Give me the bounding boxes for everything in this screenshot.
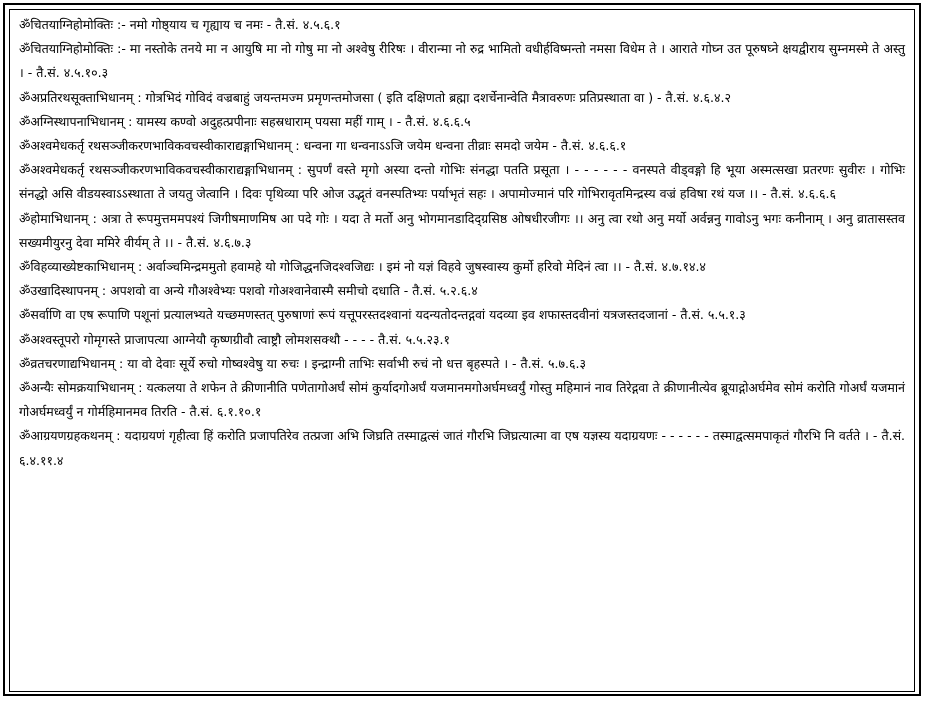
document-text [19,13,905,473]
text-entry: ॐविहव्याख्येष्टकाभिधानम् : अर्वाञ्चमिन्द्रममुतो हवामहे यो गोजिद्धनजिदश्वजिद्यः । इमं नो यज्ञं विहवे जुषस्वास्य कुर्मो हरिवो मेदिनं त्वा ।। - तै.सं. ४.७.१४.४ [19,259,706,275]
text-entry: ॐअग्निस्थापनाभिधानम् : यामस्य कण्वो अदुहत्प्रपीनाः सहस्रधाराम् पयसा महीं गाम् । - तै.सं. ४.६.६.५ [19,113,471,129]
text-entry: ॐहोमाभिधानम् : अत्रा ते रूपमुत्तममपश्यं जिगीषमाणमिष आ पदे गोः । यदा ते मर्तो अनु भोगमानडादिद्ग्रसिष्ठ ओषधीरजीगः ।। अनु त्वा रथो अनु मर्यो अर्वन्ननु गावोऽनु भगः कनीनाम् । अनु व्रातासस्तव सख्यमीयुरनु देवा ममिरे वीर्यम् ते ।। - तै.सं. ४.६.७.३ [19,210,905,250]
text-entry: ॐअश्वमेधकर्तृ रथसञ्जीकरणभाविकवचस्वीकाराद्यङ्गाभिधानम् : सुपर्णं वस्ते मृगो अस्या दन्तो गोभिः संनद्धा पतति प्रसूता । - - - - - - वनस्पते वीड्वङ्गो हि भूया अस्मत्सखा प्रतरणः सुवीरः । गोभिः संनद्धो असि वीडयस्वाऽऽस्थाता ते जयतु जेत्वानि । दिवः पृथिव्या परि ओज उद्भृतं वनस्पतिभ्यः पर्याभृतं सहः । अपामोज्मानं परि गोभिरावृतमिन्द्रस्य वज्रं हविषा रथं यज ।। - तै.सं. ४.६.६.६ [19,162,905,202]
text-entry: ॐअश्वस्तूपरो गोमृगस्ते प्राजापत्या आग्नेयौ कृष्णग्रीवौ त्वाष्ट्रौ लोमशसक्थौ - - - - तै.सं. ५.५.२३.१ [19,331,451,347]
text-entry: ॐअन्यैः सोमक्रयाभिधानम् : यत्कलया ते शफेन ते क्रीणानीति पणेतागोअर्घं सोमं कुर्यादगोअर्घं यजमानमगोअर्घमध्वर्युं गोस्तु महिमानं नाव तिरेद्गवा ते क्रीणानीत्येव ब्रूयाद्गोअर्घमेव सोमं करोति गोअर्घं यजमानं गोअर्घमध्वर्युं न गोर्महिमानमव तिरति - तै.सं. ६.१.१०.१ [19,380,905,420]
text-entry: ॐसर्वाणि वा एष रूपाणि पशूनां प्रत्यालभ्यते यच्छमणस्तत् पुरुषाणां रूपं यत्तूपरस्तदश्वानां यदन्यतोदन्तद्गवां यदव्या इव शफास्तदवीनां यत्रजस्तदजानां - तै.सं. ५.५.१.३ [19,307,746,323]
text-entry: ॐचितयाग्निहोमोक्तिः :- नमो गोष्ठ्याय च गृह्याय च नमः - तै.सं. ४.५.६.१ [19,17,341,32]
document-text-box [9,9,915,692]
text-entry: ॐअप्रतिरथसूक्ताभिधानम् : गोत्रभिदं गोविदं वज्रबाहुं जयन्तमज्म प्रमृणन्तमोजसा ( इति दक्षिणतो ब्रह्मा दशर्चेनान्वेति मैत्रावरुणः प्रतिप्रस्थाता वा ) - तै.सं. ४.६.४.२ [19,89,731,105]
text-entry: ॐअश्वमेधकर्तृ रथसञ्जीकरणभाविकवचस्वीकाराद्यङ्गाभिधानम् : धन्वना गा धन्वनाऽऽजि जयेम धन्वना तीव्राः समदो जयेम - तै.सं. ४.६.६.१ [19,138,627,154]
text-entry: ॐआग्रयणग्रहकथनम् : यदाग्रयणं गृहीत्वा हिं करोति प्रजापतिरेव तत्प्रजा अभि जिघ्रति तस्माद्वत्सं जातं गौरभि जिघ्रत्यात्मा वा एष यज्ञस्य यदाग्रयणः - - - - - - तस्माद्वत्समपाकृतं गौरभि नि वर्तते । - तै.सं. ६.४.११.४ [19,428,905,468]
text-entry: ॐउखादिस्थापनम् : अपशवो वा अन्ये गौअश्वेभ्यः पशवो गोअश्वानेवास्मै समीचो दधाति - तै.सं. ५.२.६.४ [19,283,478,299]
text-entry: ॐव्रतचरणाद्यभिधानम् : या वो देवाः सूर्ये रुचो गोष्वश्वेषु या रुचः । इन्द्राग्नी ताभिः सर्वाभी रुचं नो धत्त बृहस्पते । - तै.सं. ५.७.६.३ [19,355,586,371]
text-entry: ॐचितयाग्निहोमोक्तिः :- मा नस्तोके तनये मा न आयुषि मा नो गोषु मा नो अश्वेषु रीरिषः । वीरान्मा नो रुद्र भामितो वधीर्हविष्मन्तो नमसा विधेम ते । आराते गोघ्न उत पूरुषघ्ने क्षयद्वीराय सुम्नमस्मे ते अस्तु । - तै.सं. ४.५.१०.३ [19,41,905,81]
